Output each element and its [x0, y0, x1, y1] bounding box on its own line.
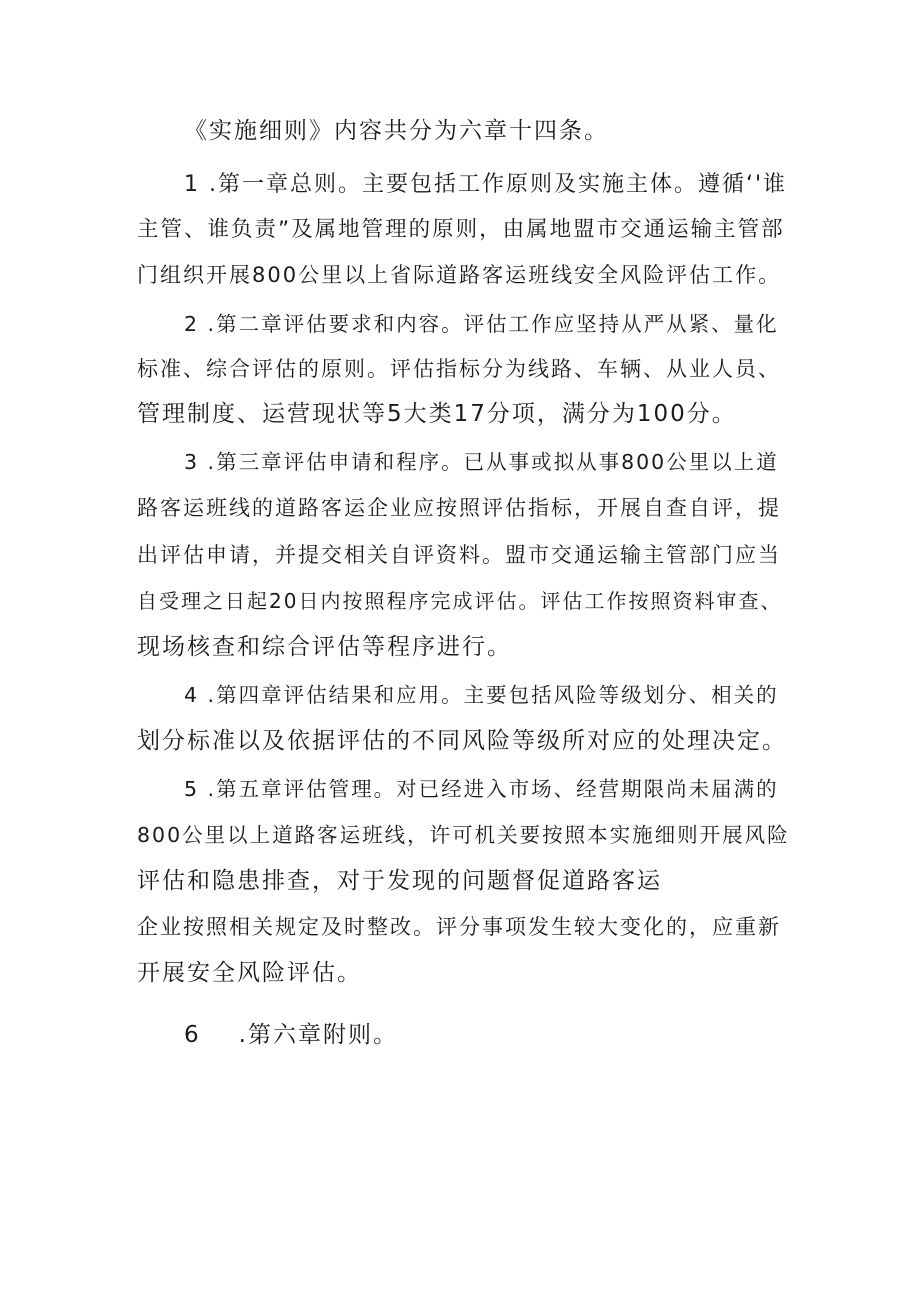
section-2-line-2: 标准、综合评估的原则。评估指标分为线路、车辆、从业人员、	[137, 357, 781, 381]
section-6-text: .第六章附则。	[238, 1022, 398, 1048]
section-6-number: 6	[184, 1022, 201, 1048]
section-2-line-3: 管理制度、运营现状等5大类17分项，满分为100分。	[137, 401, 737, 427]
section-4-line-1: 4 .第四章评估结果和应用。主要包括风险等级划分、相关的	[184, 683, 779, 707]
section-5-line-5: 开展安全风险评估。	[137, 960, 362, 986]
section-3-line-3: 出评估申请，并提交相关自评资料。盟市交通运输主管部门应当	[137, 543, 781, 567]
section-2-line-1: 2 .第二章评估要求和内容。评估工作应坚持从严从紧、量化	[184, 312, 779, 336]
section-5-line-3: 评估和隐患排查，对于发现的问题督促道路客运	[137, 868, 662, 894]
section-3-line-1: 3 .第三章评估申请和程序。已从事或拟从事800公里以上道	[184, 450, 779, 474]
section-5-line-4: 企业按照相关规定及时整改。评分事项发生较大变化的，应重新	[137, 915, 781, 939]
section-1-line-3: 门组织开展800公里以上省际道路客运班线安全风险评估工作。	[137, 263, 782, 287]
section-1-line-1: 1 .第一章总则。主要包括工作原则及实施主体。遵循‘'谁	[184, 172, 788, 197]
section-3-line-4: 自受理之日起20日内按照程序完成评估。评估工作按照资料审查、	[137, 589, 783, 613]
section-3-line-2: 路客运班线的道路客运企业应按照评估指标，开展自查自评，提	[137, 496, 781, 520]
section-4-line-2: 划分标准以及依据评估的不同风险等级所对应的处理决定。	[137, 728, 787, 754]
section-5-line-1: 5 .第五章评估管理。对已经进入市场、经营期限尚未届满的	[184, 777, 779, 801]
section-1-line-2: 主管、谁负责”及属地管理的原则，由属地盟市交通运输主管部	[137, 217, 785, 242]
intro-paragraph: 《实施细则》内容共分为六章十四条。	[184, 118, 609, 144]
section-6-line	[184, 1020, 398, 1050]
section-3-line-5: 现场核查和综合评估等程序进行。	[137, 634, 512, 660]
section-5-line-2: 800公里以上道路客运班线，许可机关要按照本实施细则开展风险	[137, 823, 790, 847]
